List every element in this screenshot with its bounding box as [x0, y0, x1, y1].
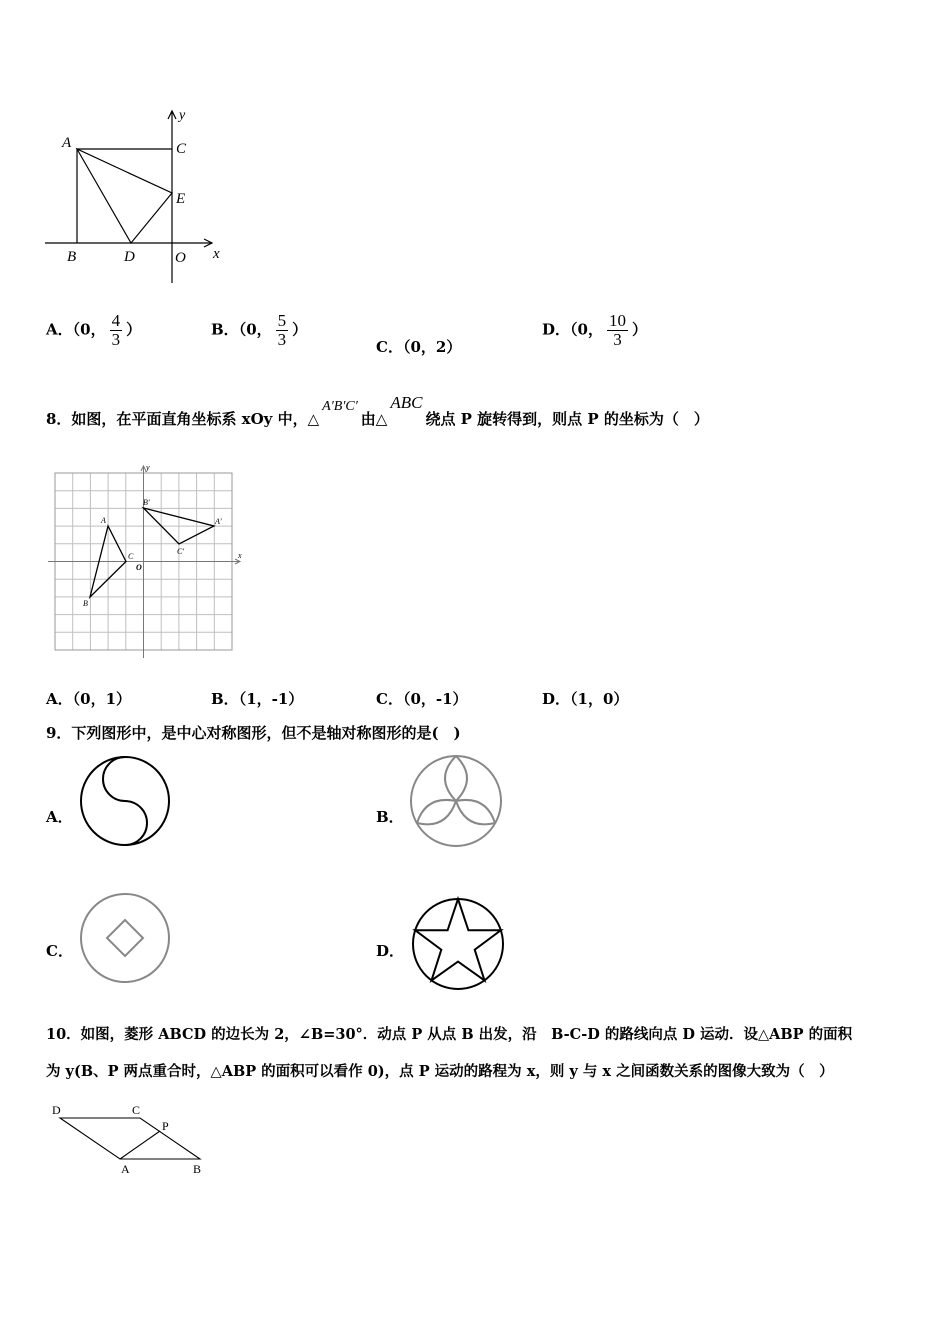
option-letter: A．: [46, 690, 73, 708]
label-O: O: [136, 563, 142, 572]
coin-square-hole-icon[interactable]: [76, 886, 174, 986]
q8-option-d[interactable]: [542, 688, 628, 709]
option-text: （1，-1）: [238, 690, 304, 708]
q7-option-b[interactable]: [211, 312, 307, 349]
label-C: C: [176, 141, 187, 157]
option-text: （0，2）: [402, 338, 462, 356]
q8-triangle-prime: A′B′C′: [322, 399, 358, 414]
denominator: 3: [111, 330, 121, 349]
triangle-ade: [77, 149, 172, 243]
label-A: A: [62, 135, 72, 151]
denominator: 3: [613, 330, 622, 349]
numerator: 5: [277, 311, 287, 330]
rhombus-abcd: [60, 1118, 200, 1159]
label-y: y: [146, 463, 150, 472]
yin-yang-icon[interactable]: [76, 752, 174, 850]
q8-option-a[interactable]: [46, 688, 131, 709]
label-A: A: [121, 1162, 130, 1176]
fraction: [607, 312, 628, 349]
q8-stem-part3: 绕点 P 旋转得到，则点 P 的坐标为（ ）: [425, 410, 709, 428]
rectangle-abco: [77, 149, 172, 243]
q8-option-c[interactable]: [376, 688, 468, 709]
label-O: O: [175, 250, 186, 266]
option-letter: B．: [211, 320, 239, 339]
option-text: （0，1）: [72, 690, 132, 708]
q10-stem-line1: 10．如图，菱形 ABCD 的边长为 2，∠B=30°．动点 P 从点 B 出发，沿 B-C-D 的路线向点 D 运动．设△ABP 的面积: [46, 1026, 853, 1043]
label-B: B: [67, 249, 77, 265]
label-x: x: [213, 246, 220, 262]
option-text: （0，: [238, 320, 272, 339]
three-petal-circle-icon[interactable]: [404, 750, 508, 852]
option-letter: D．: [542, 690, 571, 708]
option-text: ）: [292, 320, 308, 339]
option-text: （0，-1）: [402, 690, 468, 708]
q9-option-a-letter[interactable]: A．: [46, 808, 73, 826]
q8-stem-part1: 8．如图，在平面直角坐标系 xOy 中，△: [46, 410, 320, 428]
q9-option-b-letter[interactable]: B．: [376, 808, 404, 826]
label-C: C: [132, 1103, 141, 1117]
q8-stem-part2: 由△: [360, 410, 388, 428]
option-text: （0，: [72, 320, 106, 339]
q8-option-b[interactable]: [211, 688, 303, 709]
q9-stem: 9．下列图形中，是中心对称图形，但不是轴对称图形的是( ): [46, 724, 461, 742]
option-letter: C．: [376, 690, 403, 708]
label-C-prime: C′: [177, 547, 185, 556]
option-text: ）: [631, 320, 647, 339]
q8-grid-figure: [44, 462, 250, 662]
option-letter: C．: [376, 338, 403, 356]
option-text: （1，0）: [570, 690, 629, 708]
numerator: 10: [608, 311, 626, 330]
q7-option-a[interactable]: [46, 312, 141, 349]
star-in-circle-icon[interactable]: [410, 896, 506, 992]
numerator: 4: [111, 311, 121, 330]
option-text: （0，: [570, 320, 603, 339]
option-letter: B．: [211, 690, 239, 708]
option-letter: A．: [46, 320, 73, 339]
q9-option-d-letter[interactable]: D．: [376, 942, 405, 960]
q10-stem-line2: 为 y(B、P 两点重合时，△ABP 的面积可以看作 0)，点 P 运动的路程为 x，则 y 与 x 之间函数关系的图像大致为（ ）: [46, 1063, 834, 1080]
segment-ap: [120, 1131, 160, 1159]
label-P: P: [162, 1119, 169, 1133]
q8-triangle-abc: ABC: [390, 393, 423, 412]
denominator: 3: [277, 330, 287, 349]
q10-rhombus-figure: [46, 1098, 216, 1180]
label-C: C: [128, 552, 134, 561]
label-x: x: [238, 551, 242, 560]
option-letter: D．: [542, 320, 571, 339]
label-B: B: [83, 599, 88, 608]
label-D: D: [52, 1103, 61, 1117]
label-B-prime: B′: [143, 498, 150, 507]
fraction: [276, 312, 289, 349]
q8-stem: [46, 393, 709, 436]
q9-option-c-letter[interactable]: C．: [46, 942, 73, 960]
label-D: D: [124, 249, 135, 265]
label-B: B: [193, 1162, 202, 1176]
label-A: A: [101, 516, 106, 525]
label-E: E: [176, 191, 186, 207]
label-A-prime: A′: [215, 517, 222, 526]
option-text: ）: [126, 320, 142, 339]
q7-figure: [40, 105, 230, 290]
label-y: y: [179, 108, 186, 123]
q7-option-d[interactable]: [542, 312, 647, 349]
q7-option-c[interactable]: [376, 336, 461, 357]
fraction: [110, 312, 123, 349]
